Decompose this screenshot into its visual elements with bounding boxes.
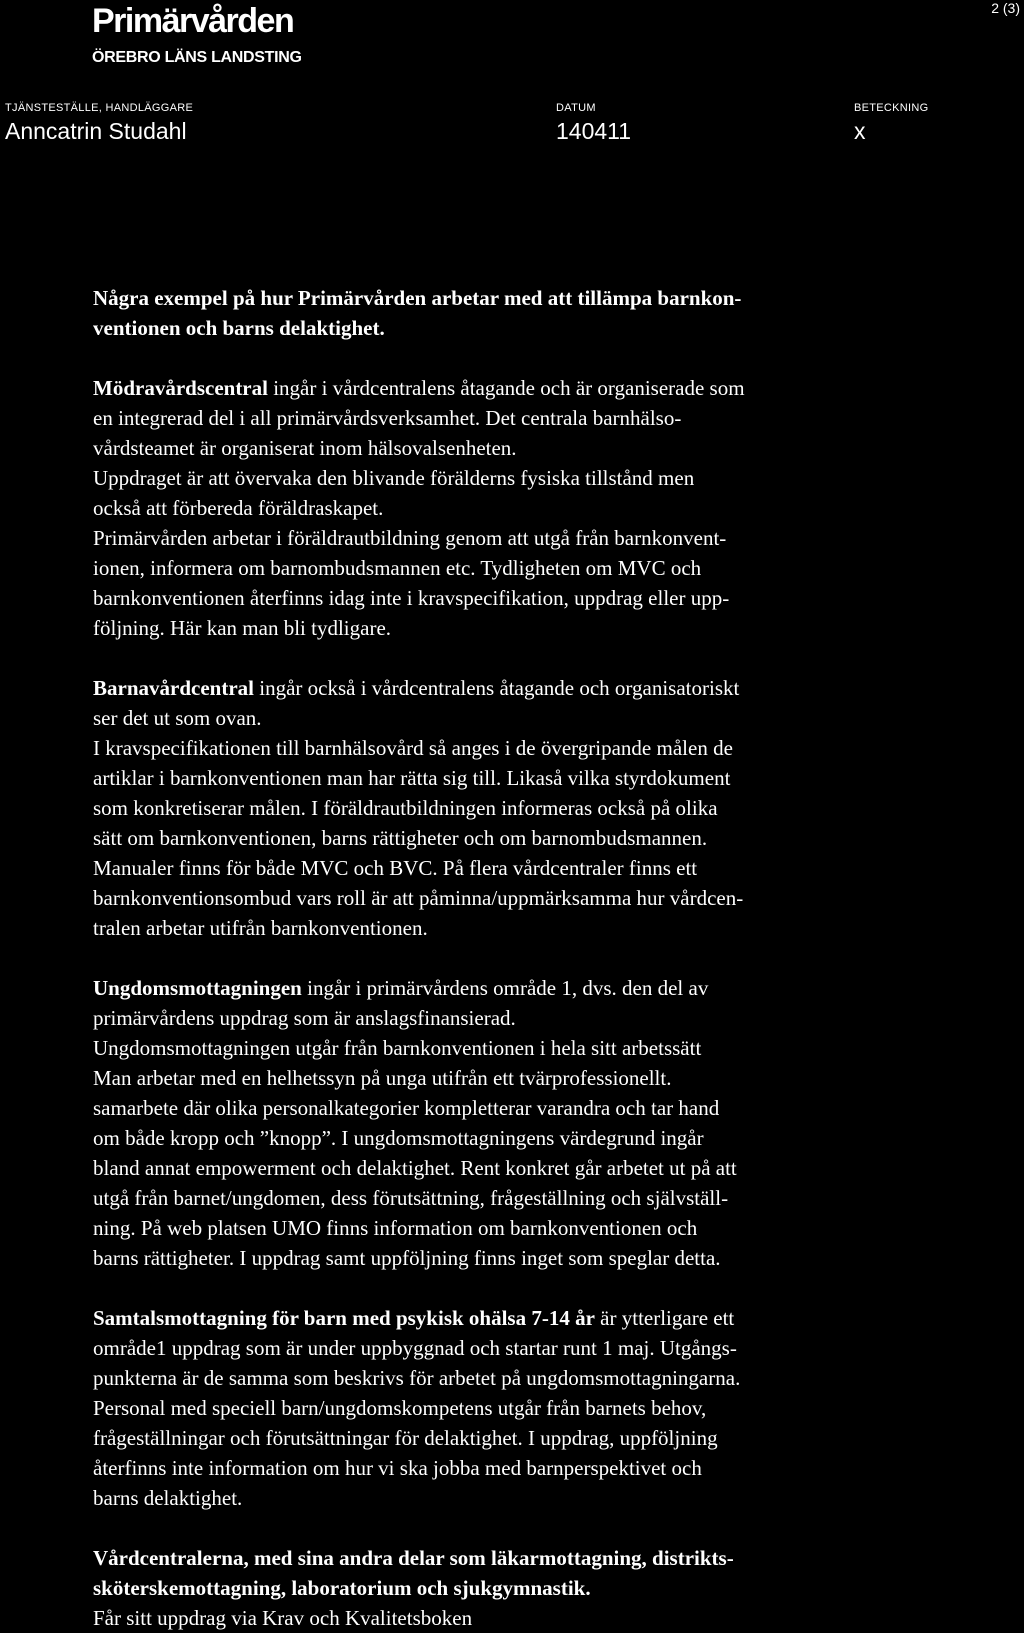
document-body bbox=[93, 283, 993, 1633]
section-samtalsmottagning bbox=[93, 1303, 993, 1513]
text-line: utgå från barnet/ungdomen, dess förutsättning, frågeställning och självställ- bbox=[93, 1186, 729, 1210]
text-line: ning. På web platsen UMO finns information om barnkonventionen och bbox=[93, 1216, 698, 1240]
section-mvc bbox=[93, 373, 993, 643]
text-line bbox=[93, 373, 993, 403]
text-line: Uppdraget är att övervaka den blivande förälderns fysiska tillstånd men bbox=[93, 466, 695, 490]
date-label: DATUM bbox=[556, 102, 596, 114]
text-line: Manualer finns för både MVC och BVC. På flera vårdcentraler finns ett bbox=[93, 856, 698, 880]
handler-value: Anncatrin Studahl bbox=[5, 118, 187, 144]
text-line: primärvårdens uppdrag som är anslagsfinansierad. bbox=[93, 1006, 516, 1030]
text-line: bland annat empowerment och delaktighet. Rent konkret går arbetet ut på att bbox=[93, 1156, 737, 1180]
text-fragment: ingår också i vårdcentralens åtagande och organisatoriskt bbox=[253, 676, 740, 700]
section-term: Ungdomsmottagningen bbox=[93, 976, 302, 1000]
section-term: Mödravårdscentral bbox=[93, 376, 268, 400]
text-line: barnkonventionen återfinns idag inte i kravspecifikation, uppdrag eller upp- bbox=[93, 586, 730, 610]
section-term: Barnavårdcentral bbox=[93, 676, 254, 700]
text-fragment: är ytterligare ett bbox=[594, 1306, 735, 1330]
text-line bbox=[93, 1543, 993, 1573]
heading-line: ventionen och barns delaktighet. bbox=[93, 316, 385, 340]
section-term: Samtalsmottagning för barn med psykisk ohälsa 7-14 år bbox=[93, 1306, 595, 1330]
text-fragment: ingår i vårdcentralens åtagande och är organiserade som bbox=[267, 376, 745, 400]
text-line: om både kropp och ”knopp”. I ungdomsmottagningens värdegrund ingår bbox=[93, 1126, 704, 1150]
text-line: barns rättigheter. I uppdrag samt uppföljning finns inget som speglar detta. bbox=[93, 1246, 721, 1270]
designation-value: x bbox=[854, 118, 866, 144]
text-fragment: ingår i primärvårdens område 1, dvs. den del av bbox=[301, 976, 709, 1000]
text-line: I kravspecifikationen till barnhälsovård så anges i de övergripande målen de bbox=[93, 736, 733, 760]
text-line bbox=[93, 1573, 993, 1603]
section-umo bbox=[93, 973, 993, 1273]
text-line: följning. Här kan man bli tydligare. bbox=[93, 616, 392, 640]
heading bbox=[93, 283, 993, 313]
text-line bbox=[93, 673, 993, 703]
text-line: samarbete där olika personalkategorier kompletterar varandra och tar hand bbox=[93, 1096, 720, 1120]
text-line: Ungdomsmottagningen utgår från barnkonventionen i hela sitt arbetssätt bbox=[93, 1036, 702, 1060]
designation-label: BETECKNING bbox=[854, 102, 929, 114]
section-term: sköterskemottagning, laboratorium och sjukgymnastik. bbox=[93, 1576, 591, 1600]
text-line: Primärvården arbetar i föräldrautbildning genom att utgå från barnkonvent- bbox=[93, 526, 727, 550]
heading bbox=[93, 313, 993, 343]
text-line: Får sitt uppdrag via Krav och Kvalitetsboken bbox=[93, 1606, 473, 1630]
text-line: artiklar i barnkonventionen man har rätta sig till. Likaså vilka styrdokument bbox=[93, 766, 731, 790]
text-line: också att förbereda föräldraskapet. bbox=[93, 496, 384, 520]
text-line: område1 uppdrag som är under uppbyggnad och startar runt 1 maj. Utgångs- bbox=[93, 1336, 737, 1360]
organization-name: Primärvården bbox=[92, 2, 294, 40]
text-line: ser det ut som ovan. bbox=[93, 706, 262, 730]
text-line: Personal med speciell barn/ungdomskompetens utgår från barnets behov, bbox=[93, 1396, 707, 1420]
page-number: 2 (3) bbox=[991, 0, 1020, 16]
text-line: tralen arbetar utifrån barnkonventionen. bbox=[93, 916, 428, 940]
text-line: frågeställningar och förutsättningar för delaktighet. I uppdrag, uppföljning bbox=[93, 1426, 718, 1450]
text-line: barnkonventionsombud vars roll är att påminna/uppmärksamma hur vårdcen- bbox=[93, 886, 744, 910]
organization-subtitle: ÖREBRO LÄNS LANDSTING bbox=[92, 49, 302, 66]
date-value: 140411 bbox=[556, 118, 632, 144]
text-line: vårdsteamet är organiserat inom hälsovalsenheten. bbox=[93, 436, 517, 460]
text-line: sätt om barnkonventionen, barns rättigheter och om barnombudsmannen. bbox=[93, 826, 708, 850]
text-line: punkterna är de samma som beskrivs för arbetet på ungdomsmottagningarna. bbox=[93, 1366, 741, 1390]
text-line: återfinns inte information om hur vi ska jobba med barnperspektivet och bbox=[93, 1456, 702, 1480]
handler-label: TJÄNSTESTÄLLE, HANDLÄGGARE bbox=[5, 102, 194, 114]
heading-line: Några exempel på hur Primärvården arbetar med att tillämpa barnkon- bbox=[93, 286, 742, 310]
section-vardcentralerna bbox=[93, 1543, 993, 1633]
text-line bbox=[93, 1303, 993, 1333]
section-term: Vårdcentralerna, med sina andra delar som läkarmottagning, distrikts- bbox=[93, 1546, 734, 1570]
text-line bbox=[93, 973, 993, 1003]
text-line: som konkretiserar målen. I föräldrautbildningen informeras också på olika bbox=[93, 796, 718, 820]
text-line: ionen, informera om barnombudsmannen etc. Tydligheten om MVC och bbox=[93, 556, 702, 580]
text-line: en integrerad del i all primärvårdsverksamhet. Det centrala barnhälso- bbox=[93, 406, 682, 430]
text-line: Man arbetar med en helhetssyn på unga utifrån ett tvärprofessionellt. bbox=[93, 1066, 672, 1090]
section-bvc bbox=[93, 673, 993, 943]
text-line: barns delaktighet. bbox=[93, 1486, 243, 1510]
